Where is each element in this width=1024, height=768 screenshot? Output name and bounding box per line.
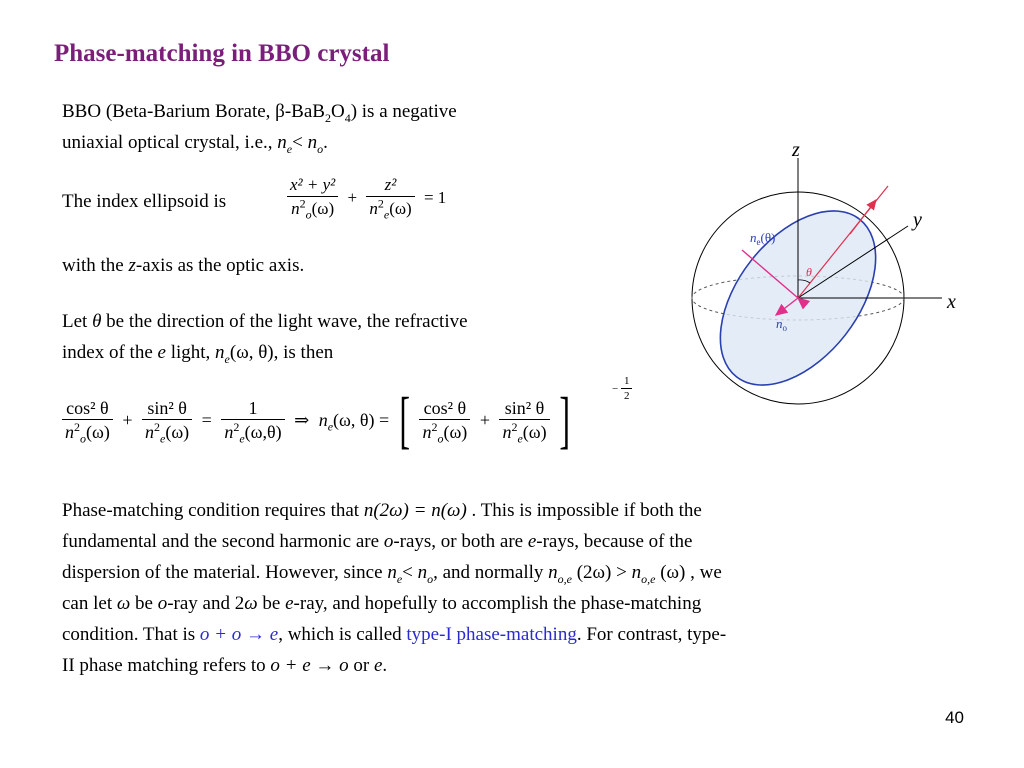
ellipsoid-label: The index ellipsoid is — [62, 191, 227, 212]
intro-line-2: uniaxial optical crystal, i.e., $n_e< n_o$. — [62, 132, 328, 156]
theta-label: θ — [806, 265, 812, 279]
optic-axis-line: with the z-axis as the optic axis. — [62, 255, 305, 276]
ne-equation: $\frac{\text{cos² θ}}{n^2_o(\omega)}$ + $\frac{\text{sin² θ}}{n^2_e(\omega)}$ = $\frac{1}{n^2_e(\omega,\theta)}$ ⇒ $n_e(\omega$, θ) = [ $\frac{\text{cos² θ}}{n^2_o(\omega)}$ + $\frac{\text{sin² θ}}{n^2_e(\omega)}$ ] — [62, 388, 575, 452]
z-axis-label: z — [792, 139, 800, 161]
phase-matching-paragraph: Phase-matching condition requires that n(2ω) = n(ω) . This is impossible if both the fundamental and the second harmonic are o-rays, or both are e-rays, because of the dispersion of the material. However, since $n_e< n_o$, and normally $n_{o,e}$ $(2\omega) > n_{o,e}$ (ω) , we can let ω be o-ray and 2ω be e-ray, and hopefully to accomplish the phase-matching condition. That is o + o → e, which is called type-I phase-matching. For contrast, type- II phase matching refers to o + e → o or e. — [62, 500, 727, 676]
page-number: 40 — [945, 708, 964, 727]
no-label: $n_o$ — [776, 316, 787, 333]
x-axis-label: x — [947, 291, 956, 313]
let-theta-paragraph: Let θ be the direction of the light wave, the refractive index of the e light, $n_e(\omega$, θ), is then — [62, 311, 468, 366]
ellipsoid-equation: $\frac{\text{x² + y²}}{n^2_o(\omega)}$ + $\frac{\text{z²}}{n^2_e(\omega)}$ = 1 — [287, 174, 451, 221]
left-bracket: [ — [398, 384, 410, 455]
index-ellipsoid-diagram — [680, 130, 980, 420]
right-bracket: ] — [559, 384, 571, 455]
type-i-phase-matching-term: type-I phase-matching — [406, 624, 577, 645]
y-axis-label: y — [913, 209, 922, 231]
intro-paragraph — [62, 96, 622, 158]
intro-line-1: BBO (Beta-Barium Borate, $\beta-BaB_2O_4$) is a negative — [62, 101, 457, 125]
exponent-minus-half: − $\frac{1}{2}$ — [612, 375, 632, 403]
ne-label: $n_e(\theta)$ — [750, 230, 776, 247]
slide-title: Phase-matching in BBO crystal — [54, 40, 390, 67]
